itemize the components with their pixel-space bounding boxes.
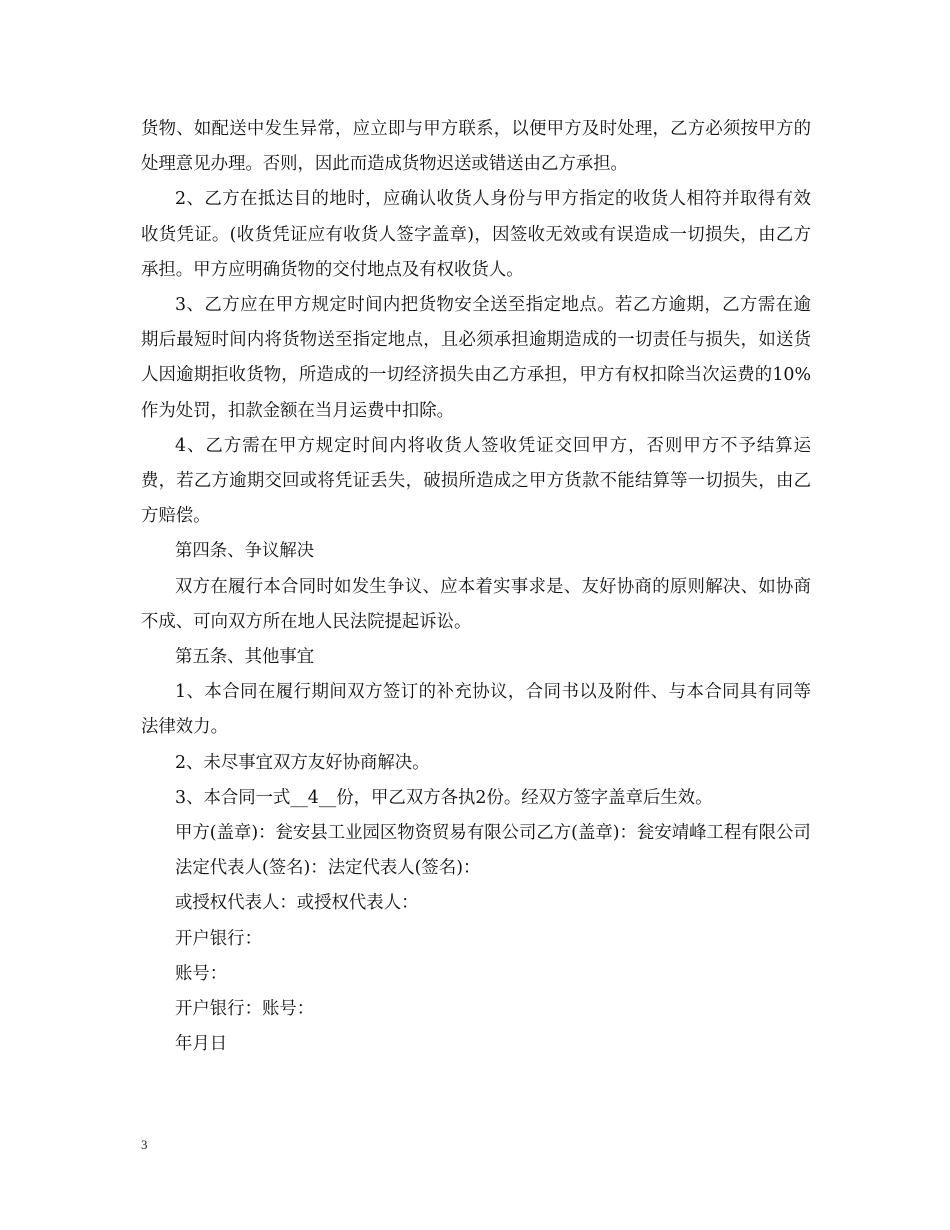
paragraph-clause-3: 3、乙方应在甲方规定时间内把货物安全送至指定地点。若乙方逾期，乙方需在逾期后最短时间内将货物送至指定地点，且必须承担逾期造成的一切责任与损失，如送货人因逾期拒收货物，所造成的一切经济损失由乙方承担，甲方有权扣除当次运费的10%作为处罚，扣款金额在当月运费中扣除。 — [141, 295, 811, 421]
paragraph-other-1: 1、本合同在履行期间双方签订的补充协议，合同书以及附件、与本合同具有同等法律效力。 — [141, 682, 811, 738]
date-field: 年月日 — [175, 1034, 228, 1055]
paragraph-clause-2: 2、乙方在抵达目的地时，应确认收货人身份与甲方指定的收货人相符并取得有效收货凭证。(收货凭证应有收货人签字盖章)，因签收无效或有误造成一切损失，由乙方承担。甲方应明确货物的交付地点及有权收货人。 — [141, 189, 811, 280]
paragraph-other-3: 3、本合同一式__4__份，甲乙双方各执2份。经双方签字盖章后生效。 — [175, 787, 713, 808]
account-field: 账号： — [175, 963, 228, 984]
section-heading-article-4: 第四条、争议解决 — [175, 541, 315, 562]
signature-parties: 甲方(盖章)：瓮安县工业园区物资贸易有限公司乙方(盖章)：瓮安靖峰工程有限公司 — [175, 823, 811, 844]
document-body — [141, 112, 811, 1062]
paragraph-clause-4: 4、乙方需在甲方规定时间内将收货人签收凭证交回甲方，否则甲方不予结算运费，若乙方逾期交回或将凭证丢失，破损所造成之甲方货款不能结算等一切损失，由乙方赔偿。 — [141, 435, 811, 527]
page-number: 3 — [141, 1137, 148, 1152]
bank-field: 开户银行： — [175, 928, 262, 949]
paragraph-other-2: 2、未尽事宜双方友好协商解决。 — [175, 752, 430, 773]
paragraph-dispute-resolution: 双方在履行本合同时如发生争议、应本着实事求是、友好协商的原则解决、如协商不成、可向双方所在地人民法院提起诉讼。 — [141, 576, 811, 632]
signature-legal-representative: 法定代表人(签名)：法定代表人(签名)： — [175, 858, 481, 879]
paragraph-continuation: 货物、如配送中发生异常，应立即与甲方联系，以便甲方及时处理，乙方必须按甲方的处理意见办理。否则，因此而造成货物迟送或错送由乙方承担。 — [141, 119, 811, 175]
signature-authorized-representative: 或授权代表人：或授权代表人： — [175, 893, 419, 914]
section-heading-article-5: 第五条、其他事宜 — [175, 647, 315, 668]
bank-account-field: 开户银行：账号： — [175, 999, 315, 1020]
